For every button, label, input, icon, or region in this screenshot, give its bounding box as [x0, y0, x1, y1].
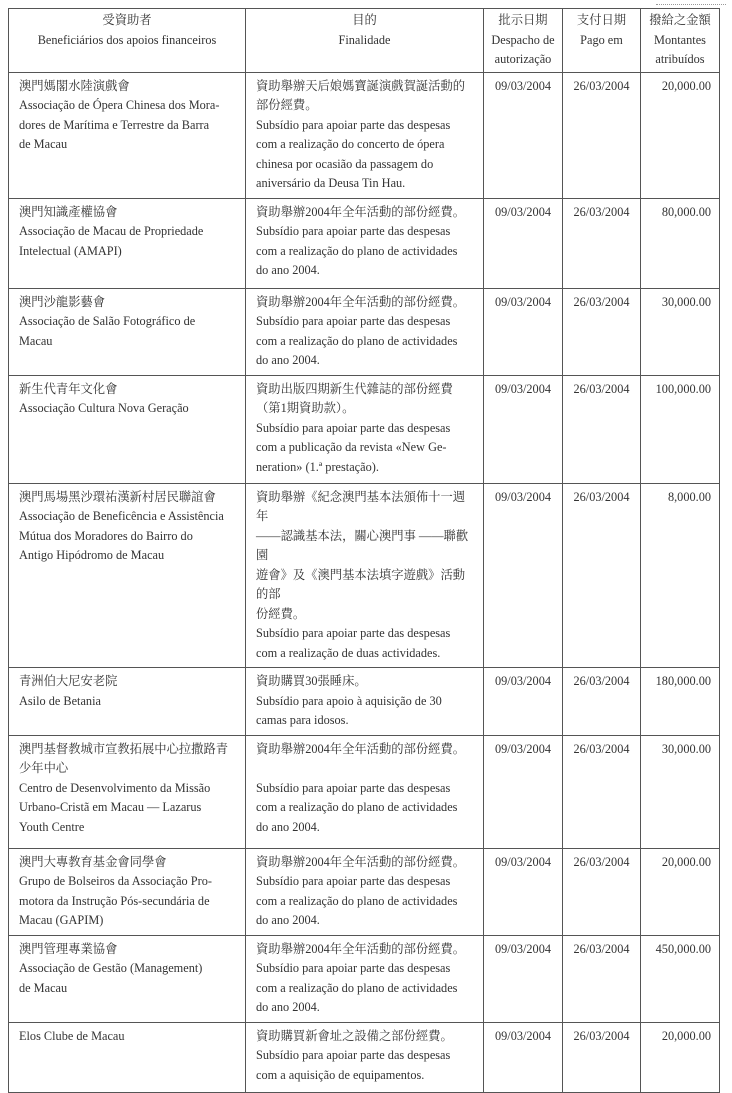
beneficiary-cell	[9, 375, 246, 483]
authorization-date: 09/03/2004	[484, 375, 563, 483]
beneficiary-cell	[9, 198, 246, 288]
purpose-line: neration» (1.ª prestação).	[256, 459, 379, 474]
beneficiary-cell	[9, 735, 246, 848]
beneficiary-line: 澳門馬場黑沙環祐漢新村居民聯誼會	[19, 489, 216, 504]
payment-date: 26/03/2004	[563, 1022, 641, 1092]
header-pt: Montantes	[654, 32, 706, 47]
beneficiary-line: Antigo Hipódromo de Macau	[19, 548, 165, 562]
beneficiary-line: 青洲伯大尼安老院	[19, 674, 118, 688]
authorization-date: 09/03/2004	[484, 72, 563, 198]
beneficiary-cell	[9, 668, 246, 736]
beneficiary-line: Associação Cultura Nova Geração	[19, 401, 189, 415]
beneficiary-line: Youth Centre	[19, 819, 85, 834]
purpose-line: Subsídio para apoiar parte das despesas	[256, 420, 451, 435]
header-pt: autorização	[494, 52, 552, 66]
beneficiary-line: 澳門知識產權協會	[19, 204, 118, 219]
beneficiary-line: Intelectual (AMAPI)	[19, 243, 122, 258]
beneficiary-line: Associação de Macau de Propriedade	[19, 224, 204, 238]
purpose-line: do ano 2004.	[256, 1000, 320, 1014]
purpose-line: com a realização do plano de actividades	[256, 800, 458, 814]
payment-date: 26/03/2004	[563, 375, 641, 483]
amount: 30,000.00	[641, 288, 720, 375]
authorization-date: 09/03/2004	[484, 735, 563, 848]
purpose-line: chinesa por ocasião da passagem do	[256, 156, 434, 171]
purpose-line: 資助舉辦天后娘媽寶誕演戲賀誕活動的	[256, 78, 466, 93]
table-row	[9, 483, 720, 668]
purpose-line: aniversário da Deusa Tin Hau.	[256, 176, 406, 190]
table-row	[9, 288, 720, 375]
table-row	[9, 198, 720, 288]
purpose-line: Subsídio para apoiar parte das despesas	[256, 874, 451, 888]
purpose-line: do ano 2004.	[256, 913, 320, 927]
beneficiary-line: 澳門媽閣水陸演戲會	[19, 78, 130, 93]
table-header-row	[9, 9, 720, 73]
payment-date: 26/03/2004	[563, 198, 641, 288]
payment-date: 26/03/2004	[563, 288, 641, 375]
purpose-cell	[246, 668, 484, 736]
amount: 180,000.00	[641, 668, 720, 736]
beneficiary-cell	[9, 935, 246, 1022]
beneficiary-line: Macau (GAPIM)	[19, 913, 104, 927]
purpose-line: Subsídio para apoiar parte das despesas	[256, 1048, 451, 1062]
beneficiary-line: Grupo de Bolseiros da Associação Pro-	[19, 874, 212, 888]
beneficiary-cell	[9, 1022, 246, 1092]
purpose-cell	[246, 72, 484, 198]
beneficiary-line: Elos Clube de Macau	[19, 1028, 125, 1043]
header-pt: Beneficiários dos apoios financeiros	[37, 32, 217, 47]
beneficiary-line: Associação de Gestão (Management)	[19, 961, 203, 975]
amount: 8,000.00	[641, 483, 720, 668]
purpose-line: do ano 2004.	[256, 353, 320, 367]
authorization-date: 09/03/2004	[484, 483, 563, 668]
beneficiary-line: Asilo de Betania	[19, 693, 101, 708]
table-row	[9, 1022, 720, 1092]
header-zh: 支付日期	[576, 13, 627, 27]
purpose-line: 資助舉辦《紀念澳門基本法頒佈十一週年	[256, 489, 466, 523]
payment-date: 26/03/2004	[563, 483, 641, 668]
authorization-date: 09/03/2004	[484, 668, 563, 736]
purpose-cell	[246, 288, 484, 375]
header-zh: 目的	[352, 13, 377, 27]
purpose-line: ——認識基本法，關心澳門事 ——聯歡園	[256, 528, 469, 562]
header-pt: Finalidade	[338, 32, 391, 47]
beneficiary-line: 澳門沙龍影藝會	[19, 294, 106, 309]
purpose-line: 資助舉辦2004年全年活動的部份經費。	[256, 854, 466, 869]
purpose-line: 資助購買新會址之設備之部份經費。	[256, 1028, 453, 1043]
purpose-line: Subsídio para apoiar parte das despesas	[256, 117, 451, 132]
table-row	[9, 935, 720, 1022]
purpose-line: com a publicação da revista «New Ge-	[256, 440, 447, 454]
amount: 80,000.00	[641, 198, 720, 288]
payment-date: 26/03/2004	[563, 848, 641, 935]
table-row	[9, 668, 720, 736]
purpose-line: do ano 2004.	[256, 263, 320, 277]
beneficiary-cell	[9, 848, 246, 935]
purpose-line: do ano 2004.	[256, 819, 320, 834]
purpose-cell	[246, 848, 484, 935]
header-zh: 批示日期	[498, 13, 548, 27]
beneficiary-line: motora da Instrução Pós-secundária de	[19, 893, 210, 908]
table-row	[9, 735, 720, 848]
payment-date: 26/03/2004	[563, 935, 641, 1022]
header-amount	[641, 9, 720, 73]
authorization-date: 09/03/2004	[484, 848, 563, 935]
header-pt: atribuídos	[655, 52, 705, 66]
header-pt: Pago em	[580, 32, 623, 47]
purpose-cell	[246, 375, 484, 483]
beneficiary-line: de Macau	[19, 980, 68, 995]
purpose-cell	[246, 198, 484, 288]
purpose-line: Subsídio para apoiar parte das despesas	[256, 314, 451, 328]
purpose-line: Subsídio para apoiar parte das despesas	[256, 961, 451, 975]
purpose-cell	[246, 935, 484, 1022]
page-header-mark	[656, 0, 726, 5]
purpose-cell	[246, 1022, 484, 1092]
header-zh: 受資助者	[102, 13, 152, 27]
beneficiary-line: Mútua dos Moradores do Bairro do	[19, 528, 193, 543]
purpose-cell	[246, 735, 484, 848]
beneficiary-line: Macau	[19, 333, 53, 348]
beneficiary-line: Associação de Salão Fotográfico de	[19, 314, 196, 328]
purpose-line	[256, 759, 477, 779]
beneficiary-line: 澳門大專教育基金會同學會	[19, 854, 167, 869]
purpose-line: com a realização de duas actividades.	[256, 645, 441, 660]
authorization-date: 09/03/2004	[484, 1022, 563, 1092]
amount: 20,000.00	[641, 848, 720, 935]
purpose-line: Subsídio para apoio à aquisição de 30	[256, 693, 442, 708]
subsidy-table	[8, 8, 720, 1093]
purpose-line: 資助舉辦2004年全年活動的部份經費。	[256, 294, 466, 309]
purpose-line: （第1期資助款）。	[256, 401, 355, 415]
purpose-line: 資助出版四期新生代雜誌的部份經費	[256, 381, 453, 396]
purpose-line: com a realização do concerto de ópera	[256, 137, 445, 151]
table-row	[9, 848, 720, 935]
payment-date: 26/03/2004	[563, 72, 641, 198]
purpose-line: 部份經費。	[256, 98, 318, 112]
purpose-line: 遊會》及《澳門基本法填字遊戲》活動的部	[256, 567, 466, 601]
amount: 20,000.00	[641, 1022, 720, 1092]
header-pt: Despacho de	[491, 32, 555, 47]
purpose-line: Subsídio para apoiar parte das despesas	[256, 626, 451, 640]
beneficiary-line: Associação de Beneficência e Assistência	[19, 509, 224, 523]
beneficiary-cell	[9, 288, 246, 375]
beneficiary-cell	[9, 483, 246, 668]
beneficiary-line: dores de Marítima e Terrestre da Barra	[19, 117, 210, 132]
beneficiary-line: 澳門基督教城市宣教拓展中心拉撒路青	[19, 741, 229, 756]
beneficiary-cell	[9, 72, 246, 198]
amount: 100,000.00	[641, 375, 720, 483]
beneficiary-line: 新生代青年文化會	[19, 381, 118, 396]
amount: 450,000.00	[641, 935, 720, 1022]
header-beneficiary	[9, 9, 246, 73]
purpose-line: com a realização do plano de actividades	[256, 243, 458, 258]
header-purpose	[246, 9, 484, 73]
header-authorization	[484, 9, 563, 73]
table-row	[9, 375, 720, 483]
beneficiary-line: 澳門管理專業協會	[19, 941, 118, 956]
beneficiary-line: Urbano-Cristã em Macau — Lazarus	[19, 800, 202, 814]
purpose-line: 份經費。	[256, 606, 306, 621]
purpose-line: 資助舉辦2004年全年活動的部份經費。	[256, 941, 466, 956]
purpose-line: 資助舉辦2004年全年活動的部份經費。	[256, 741, 466, 756]
payment-date: 26/03/2004	[563, 668, 641, 736]
table-row	[9, 72, 720, 198]
amount: 20,000.00	[641, 72, 720, 198]
purpose-line: com a realização do plano de actividades	[256, 333, 458, 348]
purpose-line: Subsídio para apoiar parte das despesas	[256, 780, 451, 795]
payment-date: 26/03/2004	[563, 735, 641, 848]
purpose-line: com a realização do plano de actividades	[256, 893, 458, 908]
beneficiary-line: Associação de Ópera Chinesa dos Mora-	[19, 98, 220, 112]
purpose-line: camas para idosos.	[256, 713, 349, 727]
authorization-date: 09/03/2004	[484, 935, 563, 1022]
beneficiary-line: 少年中心	[19, 761, 69, 775]
beneficiary-line: Centro de Desenvolvimento da Missão	[19, 780, 211, 795]
purpose-line: 資助舉辦2004年全年活動的部份經費。	[256, 204, 466, 219]
purpose-cell	[246, 483, 484, 668]
header-paid	[563, 9, 641, 73]
purpose-line: 資助購買30張睡床。	[256, 674, 367, 688]
header-zh: 撥給之金額	[649, 13, 711, 27]
purpose-line: com a realização do plano de actividades	[256, 980, 458, 995]
purpose-line: Subsídio para apoiar parte das despesas	[256, 224, 451, 238]
purpose-line: com a aquisição de equipamentos.	[256, 1067, 425, 1082]
beneficiary-line: de Macau	[19, 137, 68, 151]
authorization-date: 09/03/2004	[484, 288, 563, 375]
amount: 30,000.00	[641, 735, 720, 848]
authorization-date: 09/03/2004	[484, 198, 563, 288]
